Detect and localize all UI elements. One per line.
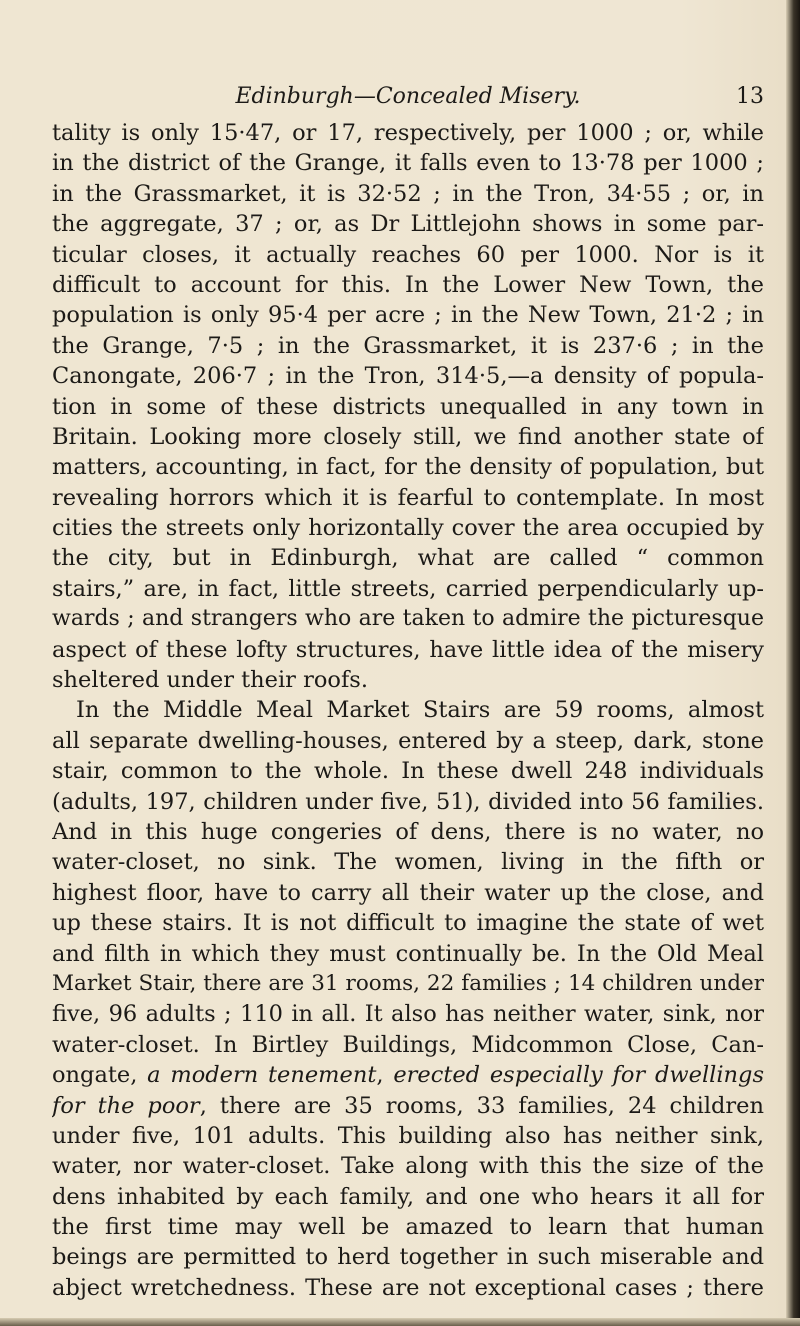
text-line: aspect of these lofty structures, have little idea of the misery	[52, 636, 764, 663]
text-line: tality is only 15·47, or 17, respectively, per 1000 ; or, while	[52, 120, 764, 146]
text-line: stair, common to the whole. In these dwell 248 individuals	[52, 758, 764, 785]
text-line: the aggregate, 37 ; or, as Dr Littlejohn shows in some par-	[52, 211, 764, 238]
text-line: In the Middle Meal Market Stairs are 59 rooms, almost	[76, 697, 764, 724]
text-line: highest floor, have to carry all their water up the close, and	[52, 879, 764, 906]
page-edge-right	[786, 0, 800, 1326]
text-line: Canongate, 206·7 ; in the Tron, 314·5,—a density of popula-	[52, 363, 764, 390]
text-line: dens inhabited by each family, and one who hears it all for	[52, 1183, 764, 1210]
text-line: sheltered under their roofs.	[52, 667, 368, 694]
running-head: Edinburgh—Concealed Misery.	[235, 84, 581, 109]
text-line: the Grange, 7·5 ; in the Grassmarket, it is 237·6 ; in the	[52, 332, 764, 359]
text-line: ongate, a modern tenement, erected especially for dwellings	[52, 1062, 764, 1089]
text-line: five, 96 adults ; 110 in all. It also has neither water, sink, nor	[52, 1001, 764, 1028]
text-line: beings are permitted to herd together in such miserable and	[52, 1244, 764, 1271]
text-line: wards ; and strangers who are taken to admire the picturesque	[52, 606, 764, 632]
text-line: revealing horrors which it is fearful to contemplate. In most	[52, 484, 764, 511]
text-line: Britain. Looking more closely still, we find another state of	[52, 423, 764, 450]
page-edge-bottom	[0, 1318, 800, 1326]
text-line: abject wretchedness. These are not exceptional cases ; there	[52, 1274, 764, 1301]
text-line: difficult to account for this. In the Lower New Town, the	[52, 271, 764, 298]
text-line: And in this huge congeries of dens, there is no water, no	[52, 818, 764, 845]
body-text	[52, 118, 764, 1303]
text-line: tion in some of these districts unequalled in any town in	[52, 393, 764, 420]
text-line: the first time may well be amazed to learn that human	[52, 1214, 764, 1241]
page-number: 13	[736, 84, 764, 109]
text-line: and filth in which they must continually be. In the Old Meal	[52, 940, 764, 967]
text-line: Market Stair, there are 31 rooms, 22 families ; 14 children under	[52, 970, 764, 996]
text-line: under five, 101 adults. This building also has neither sink,	[52, 1122, 764, 1149]
text-line: all separate dwelling-houses, entered by a steep, dark, stone	[52, 727, 764, 754]
text-line: in the district of the Grange, it falls even to 13·78 per 1000 ;	[52, 150, 764, 177]
text-line: ticular closes, it actually reaches 60 per 1000. Nor is it	[52, 241, 764, 268]
text-line: water-closet, no sink. The women, living in the fifth or	[52, 849, 764, 876]
text-line: water, nor water-closet. Take along with this the size of the	[52, 1153, 764, 1180]
text-line: for the poor, there are 35 rooms, 33 families, 24 children	[52, 1092, 764, 1119]
text-line: population is only 95·4 per acre ; in the New Town, 21·2 ; in	[52, 302, 764, 329]
text-line: in the Grassmarket, it is 32·52 ; in the Tron, 34·55 ; or, in	[52, 180, 764, 207]
text-line: up these stairs. It is not difficult to imagine the state of wet	[52, 910, 764, 937]
text-line: the city, but in Edinburgh, what are called “ common	[52, 545, 764, 572]
text-line: water-closet. In Birtley Buildings, Midcommon Close, Can-	[52, 1031, 764, 1058]
page-header	[52, 82, 764, 118]
text-line: matters, accounting, in fact, for the density of population, but	[52, 454, 764, 481]
text-line: (adults, 197, children under five, 51), divided into 56 families.	[52, 788, 764, 815]
text-line: stairs,” are, in fact, little streets, carried perpendicularly up-	[52, 575, 764, 602]
text-line: cities the streets only horizontally cover the area occupied by	[52, 515, 764, 542]
